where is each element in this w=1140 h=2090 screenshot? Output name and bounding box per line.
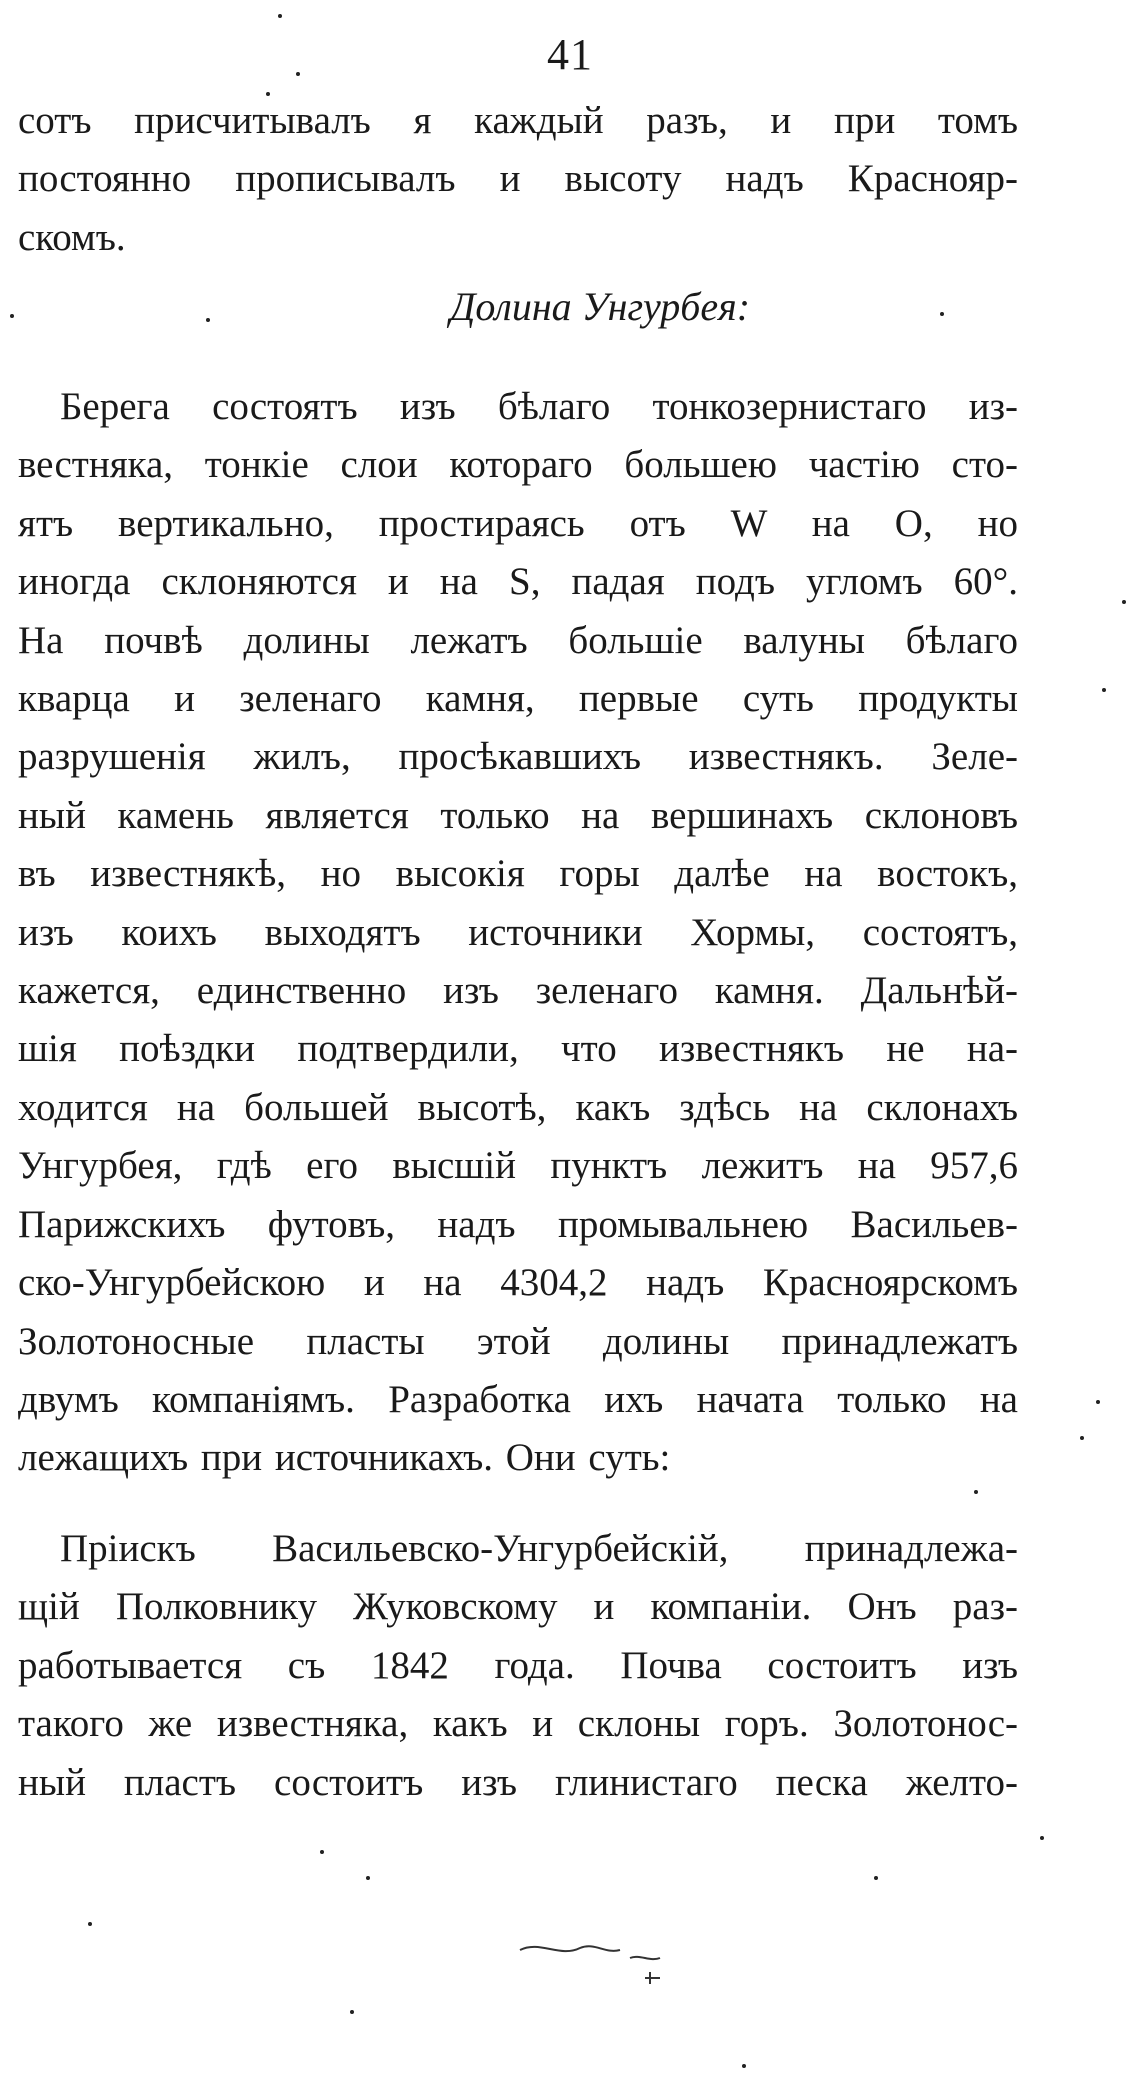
ink-speck [940,312,944,316]
text-line: въ известнякѣ, но высокія горы далѣе на востокъ, [18,852,1018,896]
text-line: работывается съ 1842 года. Почва состоитъ изъ [18,1643,1018,1687]
section-heading: Долина Унгурбея: [449,284,751,329]
ink-speck [1080,1436,1084,1440]
text-line: щій Полковнику Жуковскому и компаніи. Онъ раз- [18,1585,1018,1629]
ink-speck [266,92,270,96]
text-line: Золотоносные пласты этой долины принадлежатъ [18,1319,1018,1363]
text-line: кварца и зеленаго камня, первые суть продукты [18,677,1018,721]
text-line: изъ коихъ выходятъ источники Хормы, состоятъ, [18,910,1018,954]
text-line: скомъ. [18,215,126,259]
text-line: Унгурбея, гдѣ его высшій пунктъ лежитъ на 957,6 [18,1144,1018,1188]
text-line: ско-Унгурбейскою и на 4304,2 надъ Красноярскомъ [18,1261,1018,1305]
intro-paragraph [18,92,1018,267]
ink-speck [1096,1400,1100,1404]
text-line: ятъ вертикально, простираясь отъ W на O, но [18,501,1018,545]
ink-speck [88,1922,92,1926]
text-line: Пріискъ Васильевско-Унгурбейскій, принадлежа- [60,1527,1018,1570]
paragraph-claim-description [18,1520,1018,1812]
text-line: Берега состоятъ изъ бѣлаго тонкозернистаго из- [60,385,1018,428]
ink-speck [320,1850,324,1854]
text-line: кажется, единственно изъ зеленаго камня. Дальнѣй- [18,969,1018,1013]
decorative-flourish [500,1928,700,1988]
ink-speck [742,2064,746,2068]
text-line: вестняка, тонкіе слои котораго большею частію сто- [18,443,1018,487]
paragraph-valley-description [18,378,1018,1488]
text-line: Парижскихъ футовъ, надъ промывальнею Васильев- [18,1202,1018,1246]
ink-speck [206,318,210,322]
text-line: ный пластъ состоитъ изъ глинистаго песка желто- [18,1760,1018,1804]
page-number: 41 [547,30,593,79]
ink-speck [366,1876,370,1880]
ink-speck [350,2010,354,2014]
text-line: лежащихъ при источникахъ. Они суть: [18,1436,671,1480]
ink-speck [1040,1836,1044,1840]
text-line: постоянно прописывалъ и высоту надъ Краснояр- [18,157,1018,201]
text-line: ный камень является только на вершинахъ склоновъ [18,793,1018,837]
ink-speck [296,72,300,76]
text-line: двумъ компаніямъ. Разработка ихъ начата только на [18,1377,1018,1421]
text-line: ходится на большей высотѣ, какъ здѣсь на склонахъ [18,1085,1018,1129]
ink-speck [1102,688,1106,692]
text-line: иногда склоняются и на S, падая подъ угломъ 60°. [18,560,1018,604]
text-line: разрушенія жилъ, просѣкавшихъ известнякъ. Зеле- [18,735,1018,779]
ink-speck [974,1490,978,1494]
ink-speck [10,314,14,318]
ink-speck [1122,600,1126,604]
ink-speck [278,14,282,18]
text-line: На почвѣ долины лежатъ большіе валуны бѣлаго [18,618,1018,662]
text-line: сотъ присчитывалъ я каждый разъ, и при томъ [18,99,1018,142]
ink-speck [874,1876,878,1880]
text-line: шія поѣздки подтвердили, что известнякъ не на- [18,1027,1018,1071]
text-line: такого же известняка, какъ и склоны горъ. Золотонос- [18,1702,1018,1746]
